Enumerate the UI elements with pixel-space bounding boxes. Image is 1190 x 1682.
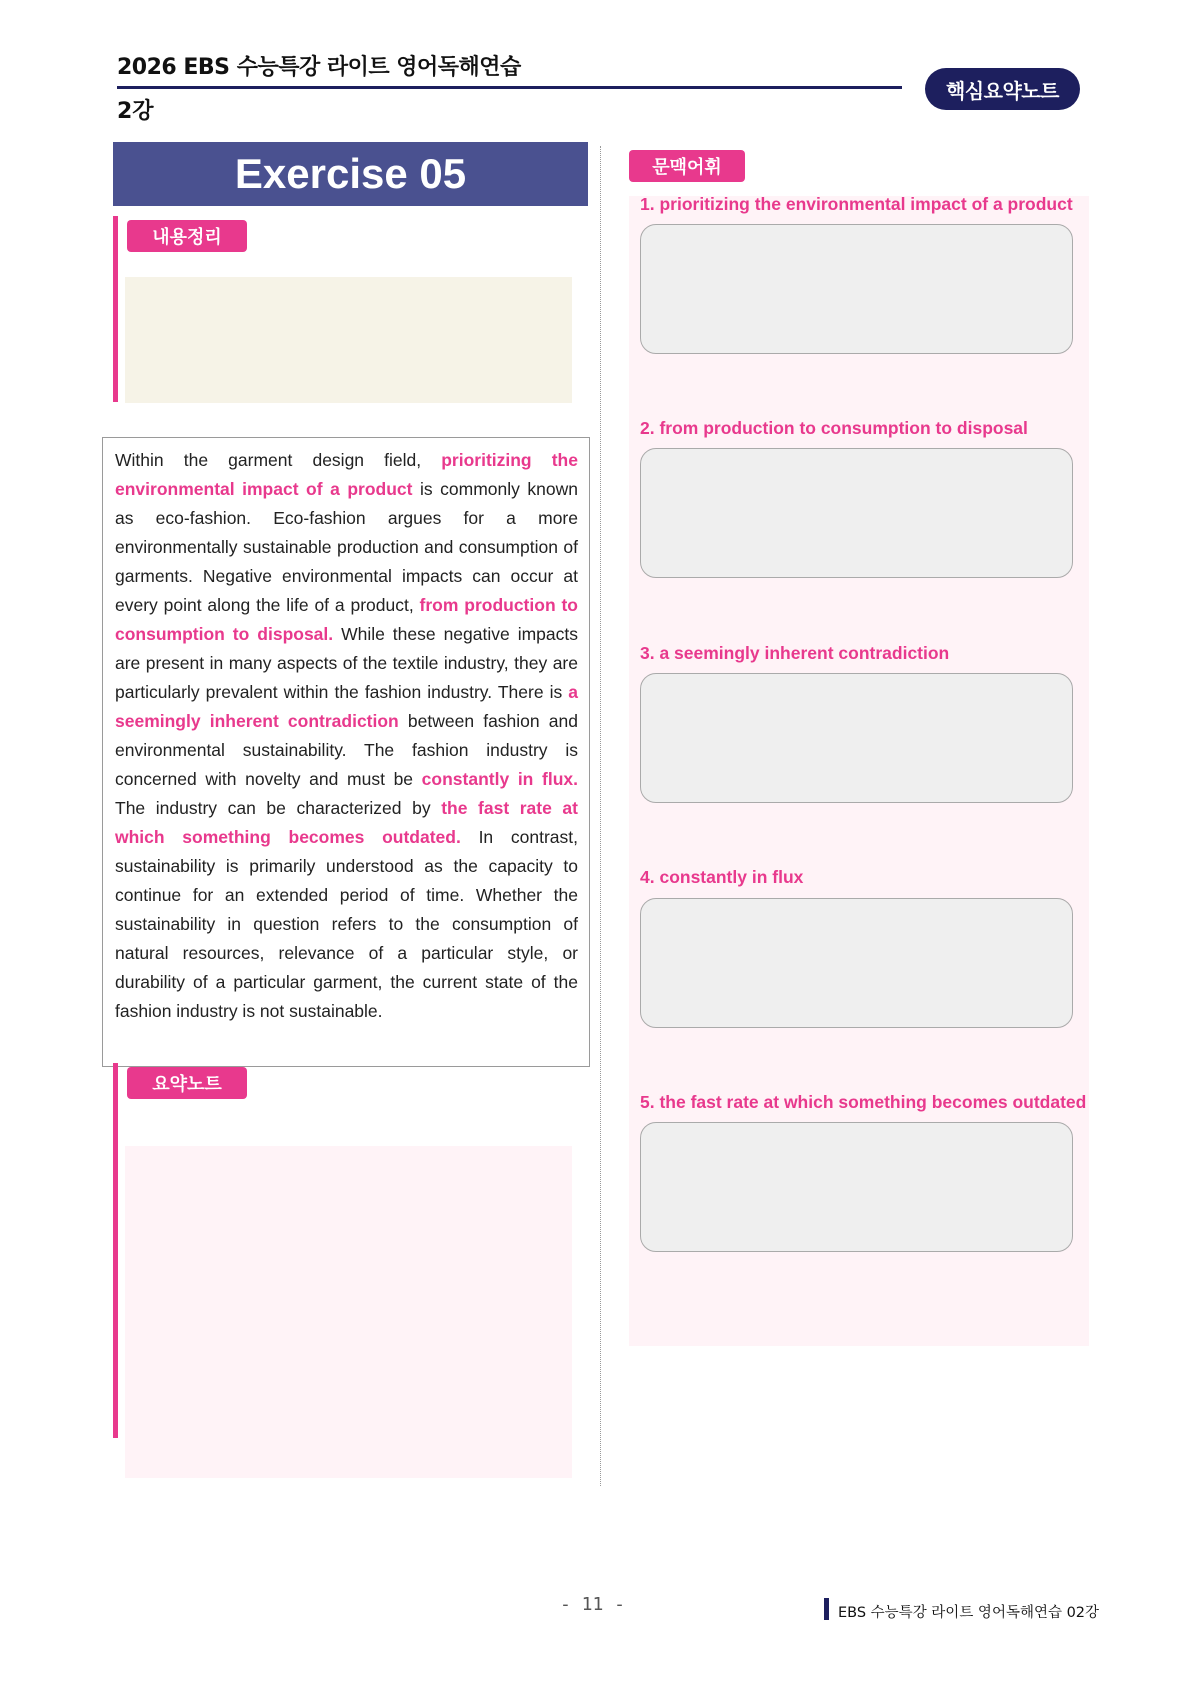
vocab-item-label: 5. the fast rate at which something becomes outdated	[640, 1092, 1087, 1112]
passage-text: is commonly known as eco-fashion. Eco-fashion argues for a more environmentally sustainable production and consumption of garments. Negative environmental impacts can occur at every point along the life of a product,	[115, 479, 578, 615]
notes-accent-bar	[113, 1063, 118, 1438]
vocab-answer-box[interactable]	[640, 673, 1073, 803]
column-divider	[600, 146, 601, 1486]
vocab-answer-box[interactable]	[640, 1122, 1073, 1252]
footer-marker	[824, 1598, 829, 1620]
passage-text: In contrast, sustainability is primarily understood as the capacity to continue for an extended period of time. Whether the sustainability in question refers to the consumption of natural resources, relevance of a particular style, or durability of a particular garment, the current state of the fashion industry is not sustainable.	[115, 827, 578, 1021]
highlighted-phrase: a seemingly inherent contradiction	[115, 682, 578, 731]
reading-passage	[102, 437, 590, 1067]
vocab-item-label: 3. a seemingly inherent contradiction	[640, 643, 950, 663]
footer-text: EBS 수능특강 라이트 영어독해연습 02강	[838, 1605, 1100, 1621]
notes-label: 요약노트	[127, 1067, 247, 1099]
vocab-item-label: 4. constantly in flux	[640, 867, 804, 887]
vocab-item-label: 2. from production to consumption to disposal	[640, 418, 1028, 438]
header-divider	[117, 86, 902, 89]
exercise-title: Exercise 05	[113, 142, 588, 206]
highlighted-phrase: the fast rate at which something becomes outdated.	[115, 798, 578, 847]
passage-text: Within the garment design field,	[115, 450, 442, 470]
highlighted-phrase: prioritizing the environmental impact of a product	[115, 450, 578, 499]
passage-text: between fashion and environmental sustainability. The fashion industry is concerned with novelty and must be	[115, 711, 578, 789]
section-badge: 핵심요약노트	[925, 68, 1080, 110]
notes-writing-area[interactable]	[125, 1146, 572, 1478]
summary-label: 내용정리	[127, 220, 247, 252]
page-number: - 11 -	[560, 1594, 626, 1615]
summary-writing-area[interactable]	[125, 277, 572, 403]
vocab-answer-box[interactable]	[640, 224, 1073, 354]
lecture-number: 2강	[117, 99, 154, 124]
passage-text: While these negative impacts are present in many aspects of the textile industry, they are particularly prevalent within the fashion industry. There is	[115, 624, 578, 702]
vocab-answer-box[interactable]	[640, 898, 1073, 1028]
vocab-answer-box[interactable]	[640, 448, 1073, 578]
highlighted-phrase: constantly in flux.	[421, 769, 578, 789]
highlighted-phrase: from production to consumption to disposal.	[115, 595, 578, 644]
summary-accent-bar	[113, 216, 118, 402]
vocab-item-label: 1. prioritizing the environmental impact of a product	[640, 194, 1073, 214]
passage-text: The industry can be characterized by	[115, 798, 442, 818]
vocab-label: 문맥어휘	[629, 150, 745, 182]
document-title: 2026 EBS 수능특강 라이트 영어독해연습	[117, 55, 521, 80]
